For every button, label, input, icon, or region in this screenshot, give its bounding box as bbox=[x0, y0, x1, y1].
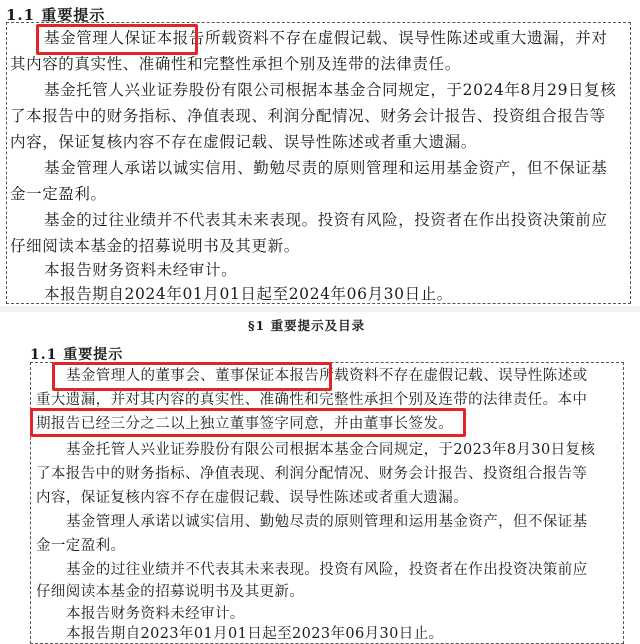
bottom-line-8: 金一定盈利。 bbox=[36, 538, 126, 554]
top-line-4: 了本报告中的财务指标、净值表现、利润分配情况、财务会计报告、投资组合报告等 bbox=[10, 107, 606, 125]
top-line-2: 其内容的真实性、准确性和完整性承担个别及连带的法律责任。 bbox=[10, 55, 461, 73]
top-line-6: 基金管理人承诺以诚实信用、勤勉尽责的原则管理和运用基金资产，但不保证基 bbox=[44, 159, 608, 177]
bottom-line-1: 基金管理人的董事会、董事保证本报告所载资料不存在虚假记载、误导性陈述或 bbox=[66, 368, 588, 384]
bottom-line-4: 基金托管人兴业证券股份有限公司根据本基金合同规定，于2023年8月30日复核 bbox=[66, 442, 596, 458]
top-line-3: 基金托管人兴业证券股份有限公司根据本基金合同规定，于2024年8月29日复核 bbox=[44, 81, 617, 99]
bottom-line-5: 了本报告中的财务指标、净值表现、利润分配情况、财务会计报告、投资组合报告等 bbox=[36, 466, 588, 482]
top-line-1: 基金管理人保证本报告所载资料不存在虚假记载、误导性陈述或重大遗漏，并对 bbox=[44, 29, 608, 47]
bottom-line-9: 基金的过往业绩并不代表其未来表现。投资有风险，投资者在作出投资决策前应 bbox=[66, 562, 588, 578]
top-line-5: 内容，保证复核内容不存在虚假记载、误导性陈述或者重大遗漏。 bbox=[10, 133, 477, 151]
top-highlight-guarantee bbox=[36, 24, 198, 55]
bottom-line-6: 内容，保证复核内容不存在虚假记载、误导性陈述或者重大遗漏。 bbox=[36, 490, 469, 506]
section-title: §1 重要提示及目录 bbox=[248, 318, 366, 333]
bottom-line-12: 本报告期自2023年01月01日起至2023年06月30日止。 bbox=[66, 626, 444, 642]
top-line-9: 仔细阅读本基金的招募说明书及其更新。 bbox=[10, 237, 300, 255]
page-divider bbox=[0, 306, 640, 312]
top-line-10: 本报告财务资料未经审计。 bbox=[44, 261, 238, 279]
bottom-highlight-board-guarantee bbox=[52, 362, 332, 391]
top-line-7: 金一定盈利。 bbox=[10, 185, 107, 203]
top-line-8: 基金的过往业绩并不代表其未来表现。投资有风险，投资者在作出投资决策前应 bbox=[44, 211, 608, 229]
top-section-heading: 1.1 重要提示 bbox=[6, 6, 106, 24]
bottom-line-11: 本报告财务资料未经审计。 bbox=[66, 606, 245, 622]
bottom-line-7: 基金管理人承诺以诚实信用、勤勉尽责的原则管理和运用基金资产，但不保证基 bbox=[66, 514, 588, 530]
bottom-highlight-independent-directors bbox=[30, 408, 466, 437]
bottom-line-3: 期报告已经三分之二以上独立董事签字同意，并由董事长签发。 bbox=[36, 416, 454, 432]
top-line-11: 本报告期自2024年01月01日起至2024年06月30日止。 bbox=[44, 285, 453, 303]
bottom-line-10: 仔细阅读本基金的招募说明书及其更新。 bbox=[36, 584, 305, 600]
bottom-section-heading: 1.1 重要提示 bbox=[30, 347, 124, 363]
bottom-line-2: 重大遗漏，并对其内容的真实性、准确性和完整性承担个别及连带的法律责任。本中 bbox=[36, 392, 588, 408]
